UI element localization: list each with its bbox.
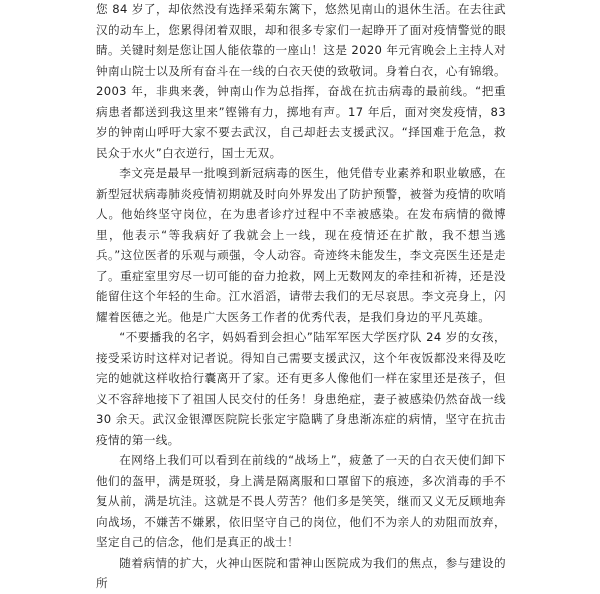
paragraph-1: 您 84 岁了，却依然没有选择采菊东篱下，悠然见南山的退休生活。在去往武汉的动车上，您累得闭着双眼，却和很多专家们一起睁开了面对疫情警觉的眼睛。关键时刻是您让国人能依靠的一座山！这是 2020 年元宵晚会上主持人对钟南山院士以及所有奋斗在一线的白衣天使的致敬词。身着白衣，心有锦缎。2003 年，非典来袭，钟南山作为总指挥，奋战在抗击病毒的最前线。“把重病患者都送到我这里来”铿锵有力，掷地有声。17 年后，面对突发疫情，83 岁的钟南山呼吁大家不要去武汉，自己却赶去支援武汉。“择国难于危急，救民众于水火”白衣逆行，国士无双。 <box>96 2 506 160</box>
paragraph-3: “不要播我的名字，妈妈看到会担心”陆军军医大学医疗队 24 岁的女孩，接受采访时这样对记者说。得知自己需要支援武汉，这个年夜饭都没来得及吃完的她就这样收拾行囊离开了家。还有更多人像他们一样在家里还是孩子，但义不容辞地接下了祖国人民交付的任务！身患绝症，妻子被感染仍然奋战一线 30 余天。武汉金银潭医院院长张定宇隐瞒了身患渐冻症的病情，坚守在抗击疫情的第一线。 <box>96 330 506 447</box>
paragraph-2: 李文亮是最早一批嗅到新冠病毒的医生，他凭借专业素养和职业敏感，在新型冠状病毒肺炎疫情初期就及时向外界发出了防护预警，被誉为疫情的吹哨人。他始终坚守岗位，在为患者诊疗过程中不幸被感染。在发布病情的微博里，他表示“等我病好了我就会上一线，现在疫情还在扩散，我不想当逃兵。”这位医者的乐观与顽强，令人动容。奇迹终未能发生，李文亮医生还是走了。重症室里穷尽一切可能的奋力抢救，网上无数网友的牵挂和祈祷，还是没能留住这个年轻的生命。江水滔滔，请带去我们的无尽哀思。李文亮身上，闪耀着医德之光。他是广大医务工作者的优秀代表，是我们身边的平凡英雄。 <box>96 166 506 324</box>
paragraph-5: 随着病情的扩大，火神山医院和雷神山医院成为我们的焦点，参与建设的所 <box>96 555 506 590</box>
paragraph-4: 在网络上我们可以看到在前线的“战场上”，疲惫了一天的白衣天使们卸下他们的盔甲，满是斑驳，身上满是隔离服和口罩留下的痕迹，多次消毒的手不复从前，满是坑洼。这就是不畏人劳苦？他们多是笑笑，继而又义无反顾地奔向战场，不嫌苦不嫌累，依旧坚守自己的岗位，他们不为亲人的劝阻而放弃，坚定自己的信念，他们是真正的战士！ <box>96 453 506 549</box>
